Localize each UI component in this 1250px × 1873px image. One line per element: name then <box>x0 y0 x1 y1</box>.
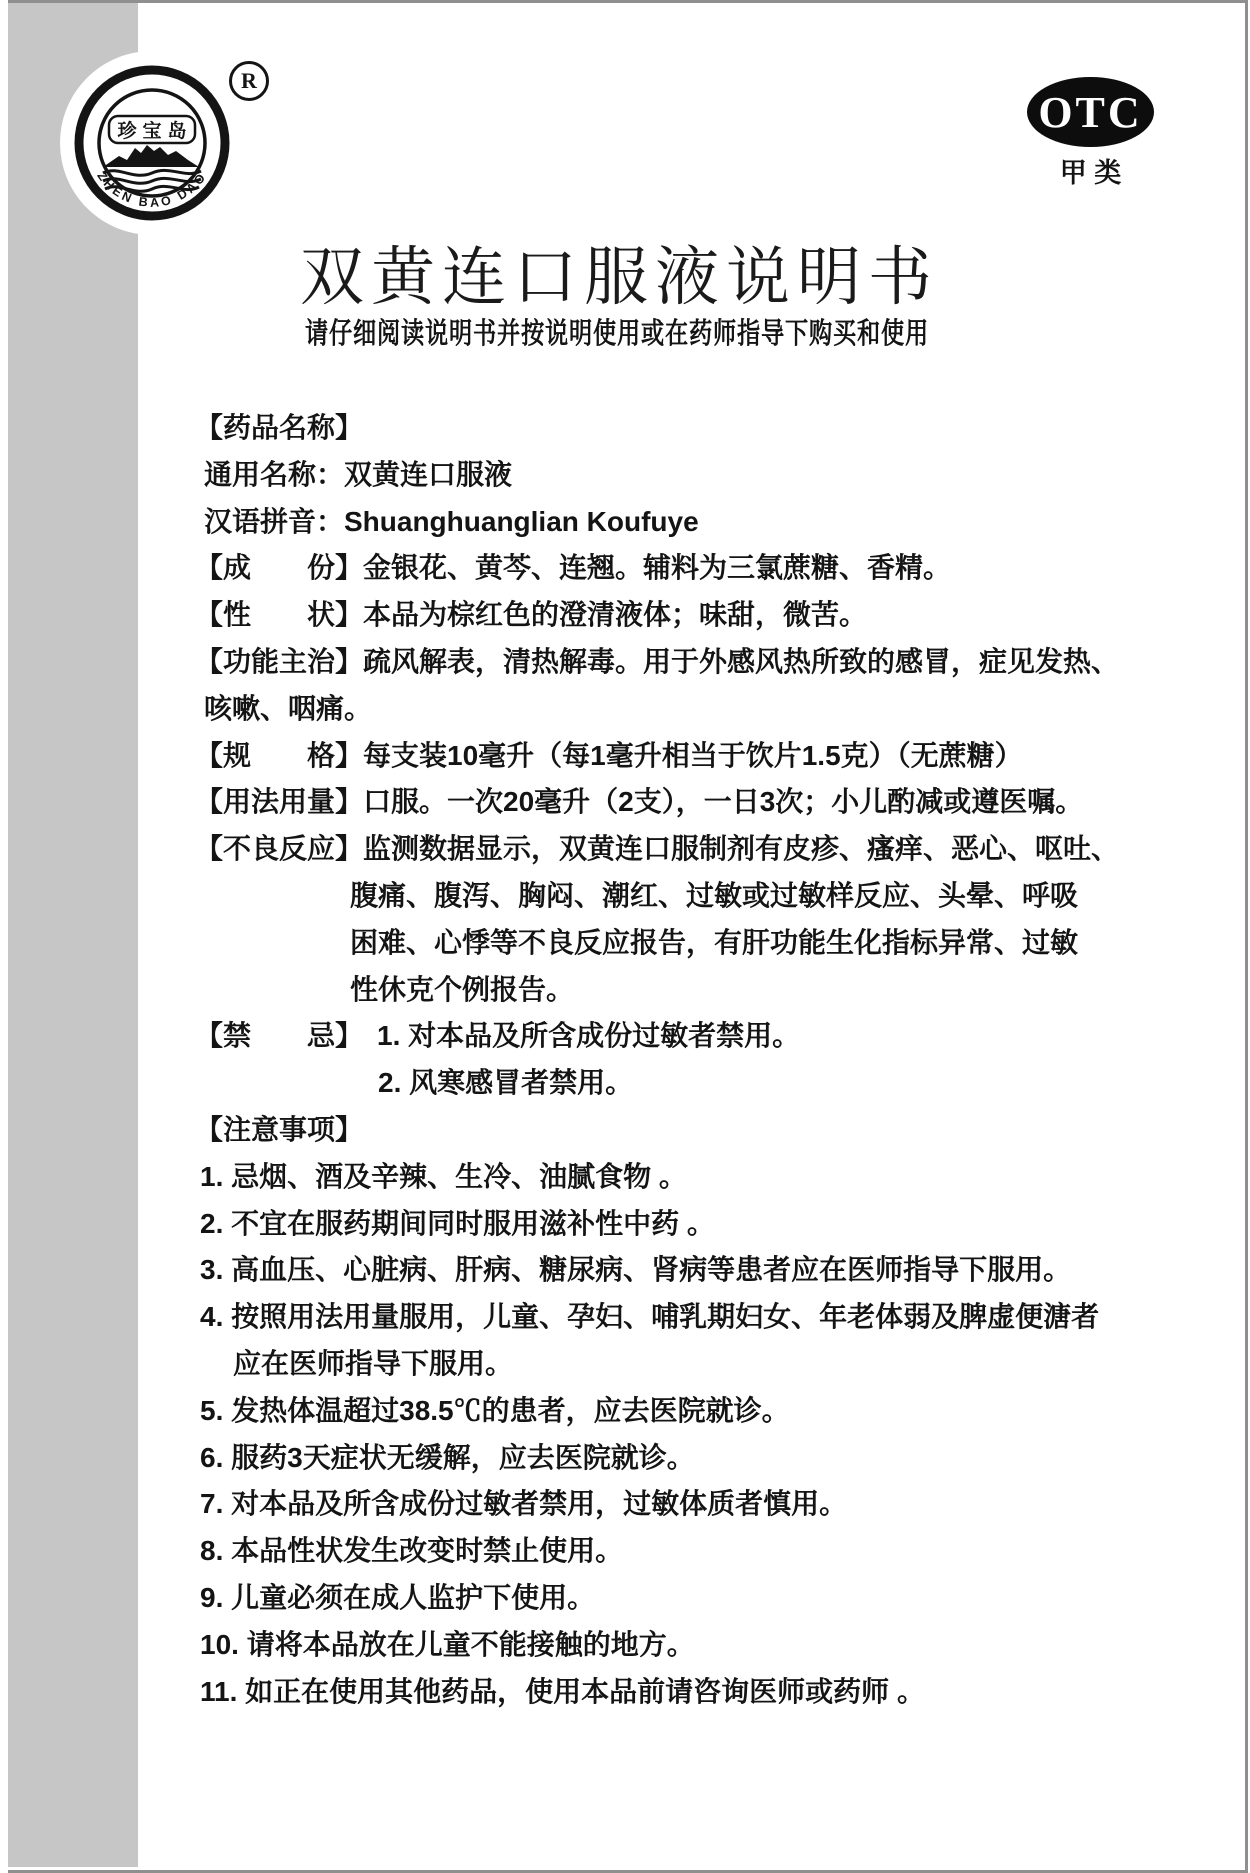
leaflet-title: 双黄连口服液说明书 <box>300 242 939 313</box>
precaution-item: 1. 忌烟、酒及辛辣、生冷、油腻食物 。 <box>200 1160 687 1192</box>
leaflet-line-description: 【性 状】本品为棕红色的澄清液体；味甜，微苦。 <box>195 599 868 631</box>
leaflet-line-ingredients: 【成 份】金银花、黄芩、连翘。辅料为三氯蔗糖、香精。 <box>195 552 952 584</box>
leaflet-line-contraindication-1: 【禁 忌】 1. 对本品及所含成份过敏者禁用。 <box>195 1020 801 1052</box>
precaution-item: 10. 请将本品放在儿童不能接触的地方。 <box>200 1628 695 1660</box>
logo-arc-text: ZHEN BAO DAO <box>94 168 210 210</box>
leaflet-line-adverse-cont: 腹痛、腹泻、胸闷、潮红、过敏或过敏样反应、头晕、呼吸 <box>350 879 1079 911</box>
section-heading-precautions: 【注意事项】 <box>195 1113 364 1145</box>
precaution-item: 7. 对本品及所含成份过敏者禁用，过敏体质者慎用。 <box>200 1488 848 1520</box>
precaution-item: 8. 本品性状发生改变时禁止使用。 <box>200 1535 624 1567</box>
precaution-item-cont: 应在医师指导下服用。 <box>233 1347 514 1379</box>
precaution-item: 5. 发热体温超过38.5℃的患者，应去医院就诊。 <box>200 1394 790 1426</box>
otc-badge <box>1027 77 1154 147</box>
leaflet-line-functions: 【功能主治】疏风解表，清热解毒。用于外感风热所致的感冒，症见发热、 <box>195 645 1120 677</box>
leaflet-line-contraindication-2: 2. 风寒感冒者禁用。 <box>378 1067 634 1099</box>
zhenbaodao-logo <box>57 48 247 238</box>
precaution-item: 9. 儿童必须在成人监护下使用。 <box>200 1581 596 1613</box>
leaflet-line-dosage: 【用法用量】口服。一次20毫升（2支），一日3次；小儿酌减或遵医嘱。 <box>195 786 1084 818</box>
precaution-item: 3. 高血压、心脏病、肝病、糖尿病、肾病等患者应在医师指导下服用。 <box>200 1254 1072 1286</box>
precaution-item: 4. 按照用法用量服用，儿童、孕妇、哺乳期妇女、年老体弱及脾虚便溏者 <box>200 1301 1100 1333</box>
leaflet-line-pinyin: 汉语拼音：Shuanghuanglian Koufuye <box>204 505 699 537</box>
precaution-item: 2. 不宜在服药期间同时服用滋补性中药 。 <box>200 1207 715 1239</box>
otc-class-label: 甲 类 <box>1059 158 1122 188</box>
precaution-item: 6. 服药3天症状无缓解，应去医院就诊。 <box>200 1441 695 1473</box>
leaflet-body <box>0 405 1250 1715</box>
leaflet-line-specification: 【规 格】每支装10毫升（每1毫升相当于饮片1.5克）（无蔗糖） <box>195 739 1023 771</box>
leaflet-line-adverse-cont: 困难、心悸等不良反应报告，有肝功能生化指标异常、过敏 <box>350 926 1079 958</box>
precaution-item: 11. 如正在使用其他药品，使用本品前请咨询医师或药师 。 <box>200 1675 925 1707</box>
section-heading-drug-name: 【药品名称】 <box>195 412 364 443</box>
leaflet-line-functions-cont: 咳嗽、咽痛。 <box>204 692 373 724</box>
logo-name-text: 珍宝岛 <box>117 121 193 142</box>
leaflet-line-generic-name: 通用名称：双黄连口服液 <box>204 458 513 490</box>
registered-trademark-icon: R <box>229 61 269 101</box>
leaflet-line-adverse-cont: 性休克个例报告。 <box>350 973 575 1005</box>
leaflet-subtitle: 请仔细阅读说明书并按说明使用或在药师指导下购买和使用 <box>305 318 930 350</box>
leaflet-line-adverse-reactions: 【不良反应】监测数据显示，双黄连口服制剂有皮疹、瘙痒、恶心、呕吐、 <box>195 833 1120 865</box>
otc-badge-label: OTC <box>1038 87 1143 137</box>
